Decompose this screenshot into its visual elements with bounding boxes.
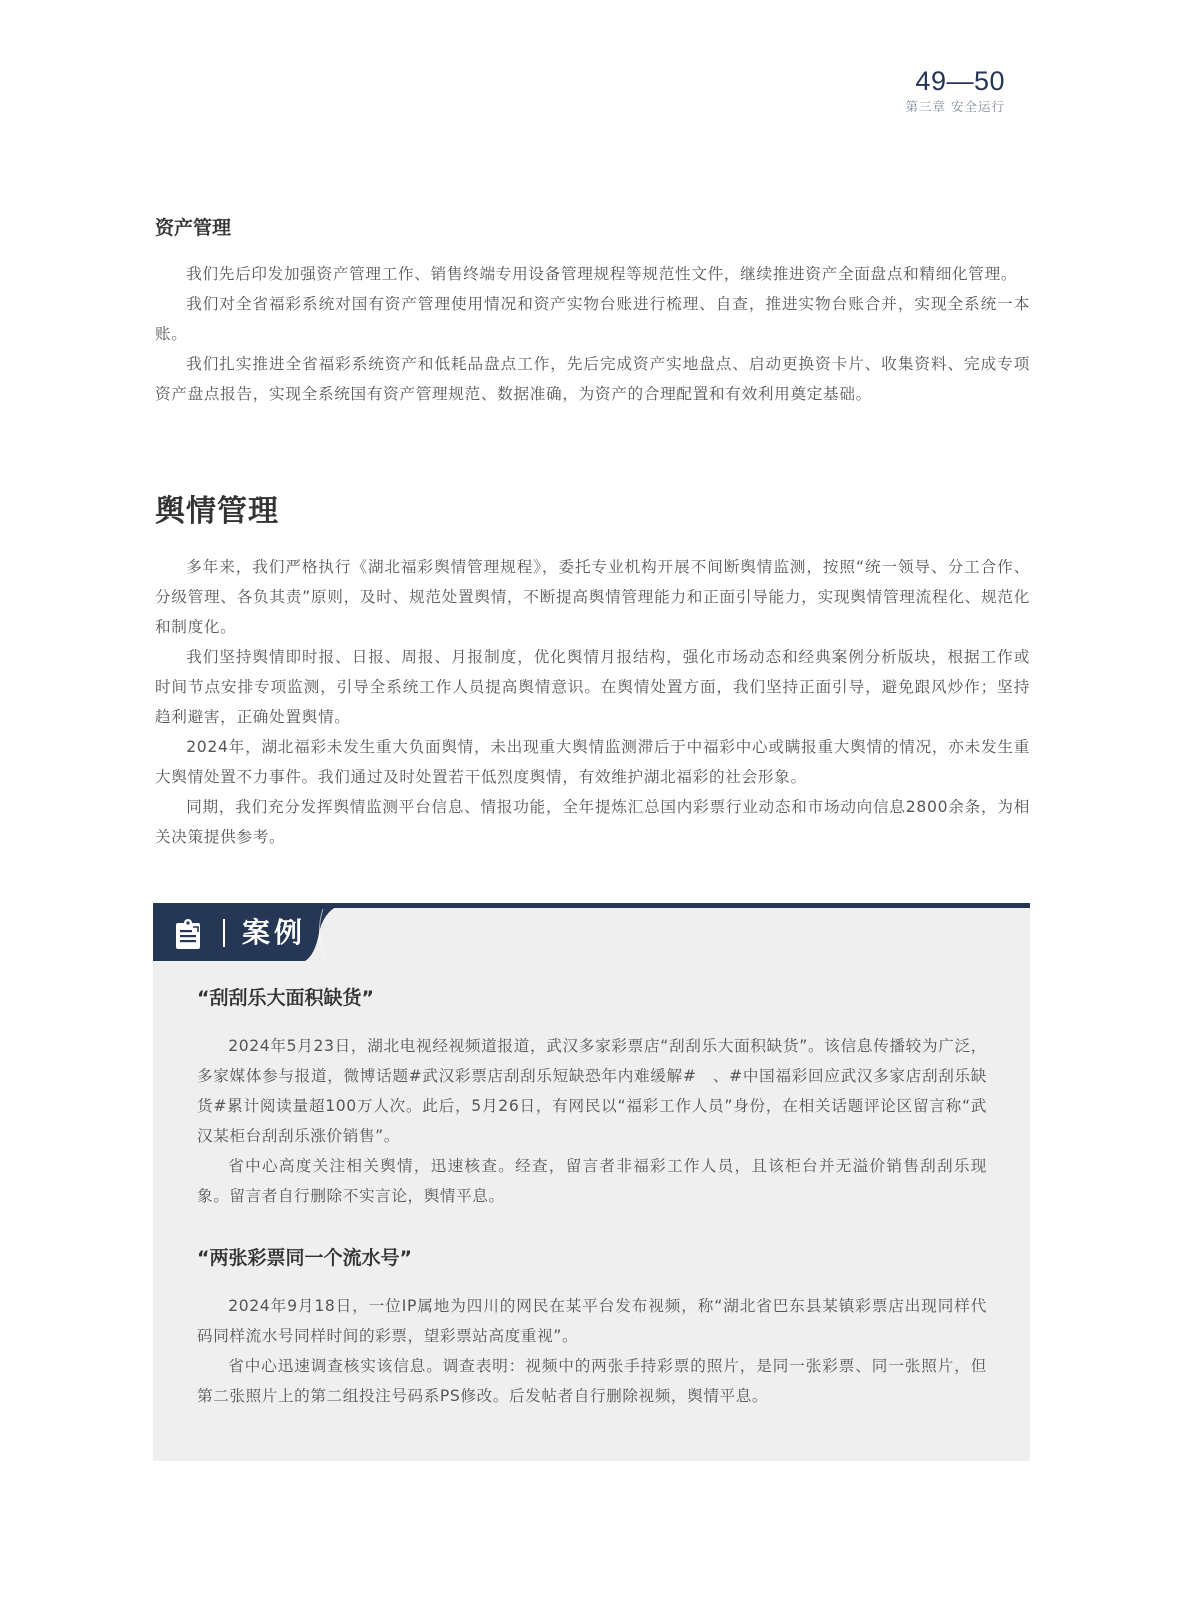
paragraph: 我们坚持舆情即时报、日报、周报、月报制度，优化舆情月报结构，强化市场动态和经典案例分析版块，根据工作或时间节点安排专项监测，引导全系统工作人员提高舆情意识。在舆情处置方面，我们坚持正面引导，避免跟风炒作；坚持趋利避害，正确处置舆情。 (155, 648, 1030, 726)
case-label: 案例 (242, 916, 307, 949)
case-item (197, 985, 987, 1211)
page-number: 49—50 (915, 66, 1005, 96)
paragraph: 我们对全省福彩系统对国有资产管理使用情况和资产实物台账进行梳理、自查，推进实物台账合并，实现全系统一本账。 (155, 295, 1030, 343)
asset-management-heading: 资产管理 (155, 217, 232, 239)
case-content (197, 985, 987, 1411)
paragraph: 省中心迅速调查核实该信息。调查表明：视频中的两张手持彩票的照片，是同一张彩票、同一张照片，但第二张照片上的第二组投注号码系PS修改。后发帖者自行删除视频，舆情平息。 (197, 1357, 987, 1405)
public-opinion-body (155, 552, 1030, 852)
paragraph: 2024年5月23日，湖北电视经视频道报道，武汉多家彩票店“刮刮乐大面积缺货”。该信息传播较为广泛，多家媒体参与报道，微博话题#武汉彩票店刮刮乐短缺恐年内难缓解# 、#中国福彩回应武汉多家店刮刮乐缺货#累计阅读量超100万人次。此后，5月26日，有网民以“福彩工作人员”身份，在相关话题评论区留言称“武汉某柜台刮刮乐涨价销售”。 (197, 1037, 987, 1145)
paragraph: 同期，我们充分发挥舆情监测平台信息、情报功能，全年提炼汇总国内彩票行业动态和市场动向信息2800余条，为相关决策提供参考。 (155, 798, 1030, 846)
paragraph: 2024年9月18日，一位IP属地为四川的网民在某平台发布视频，称“湖北省巴东县某镇彩票店出现同样代码同样流水号同样时间的彩票，望彩票站高度重视”。 (197, 1297, 987, 1345)
case-body (197, 1291, 987, 1411)
case-item (197, 1245, 987, 1411)
clipboard-document-icon (171, 917, 205, 951)
paragraph: 我们先后印发加强资产管理工作、销售终端专用设备管理规程等规范性文件，继续推进资产全面盘点和精细化管理。 (186, 265, 1018, 283)
public-opinion-heading: 舆情管理 (155, 494, 279, 529)
paragraph: 2024年，湖北福彩未发生重大负面舆情，未出现重大舆情监测滞后于中福彩中心或瞒报重大舆情的情况，亦未发生重大舆情处置不力事件。我们通过及时处置若干低烈度舆情，有效维护湖北福彩的社会形象。 (155, 738, 1030, 786)
page-header (906, 66, 1005, 116)
public-opinion-section (155, 493, 1030, 852)
case-tab (153, 905, 339, 961)
asset-management-section (155, 215, 1030, 409)
case-body (197, 1031, 987, 1211)
case-tab-divider (223, 919, 225, 947)
case-title: “两张彩票同一个流水号” (197, 1247, 412, 1269)
case-title: “刮刮乐大面积缺货” (197, 987, 374, 1009)
paragraph: 我们扎实推进全省福彩系统资产和低耗品盘点工作，先后完成资产实地盘点、启动更换资卡片、收集资料、完成专项资产盘点报告，实现全系统国有资产管理规范、数据准确，为资产的合理配置和有效利用奠定基础。 (155, 355, 1030, 403)
asset-management-body (155, 259, 1030, 409)
paragraph: 多年来，我们严格执行《湖北福彩舆情管理规程》，委托专业机构开展不间断舆情监测，按照“统一领导、分工合作、分级管理、各负其责”原则，及时、规范处置舆情，不断提高舆情管理能力和正面引导能力，实现舆情管理流程化、规范化和制度化。 (155, 558, 1030, 636)
paragraph: 省中心高度关注相关舆情，迅速核查。经查，留言者非福彩工作人员，且该柜台并无溢价销售刮刮乐现象。留言者自行删除不实言论，舆情平息。 (197, 1157, 987, 1205)
chapter-label: 第三章 安全运行 (905, 99, 1005, 114)
